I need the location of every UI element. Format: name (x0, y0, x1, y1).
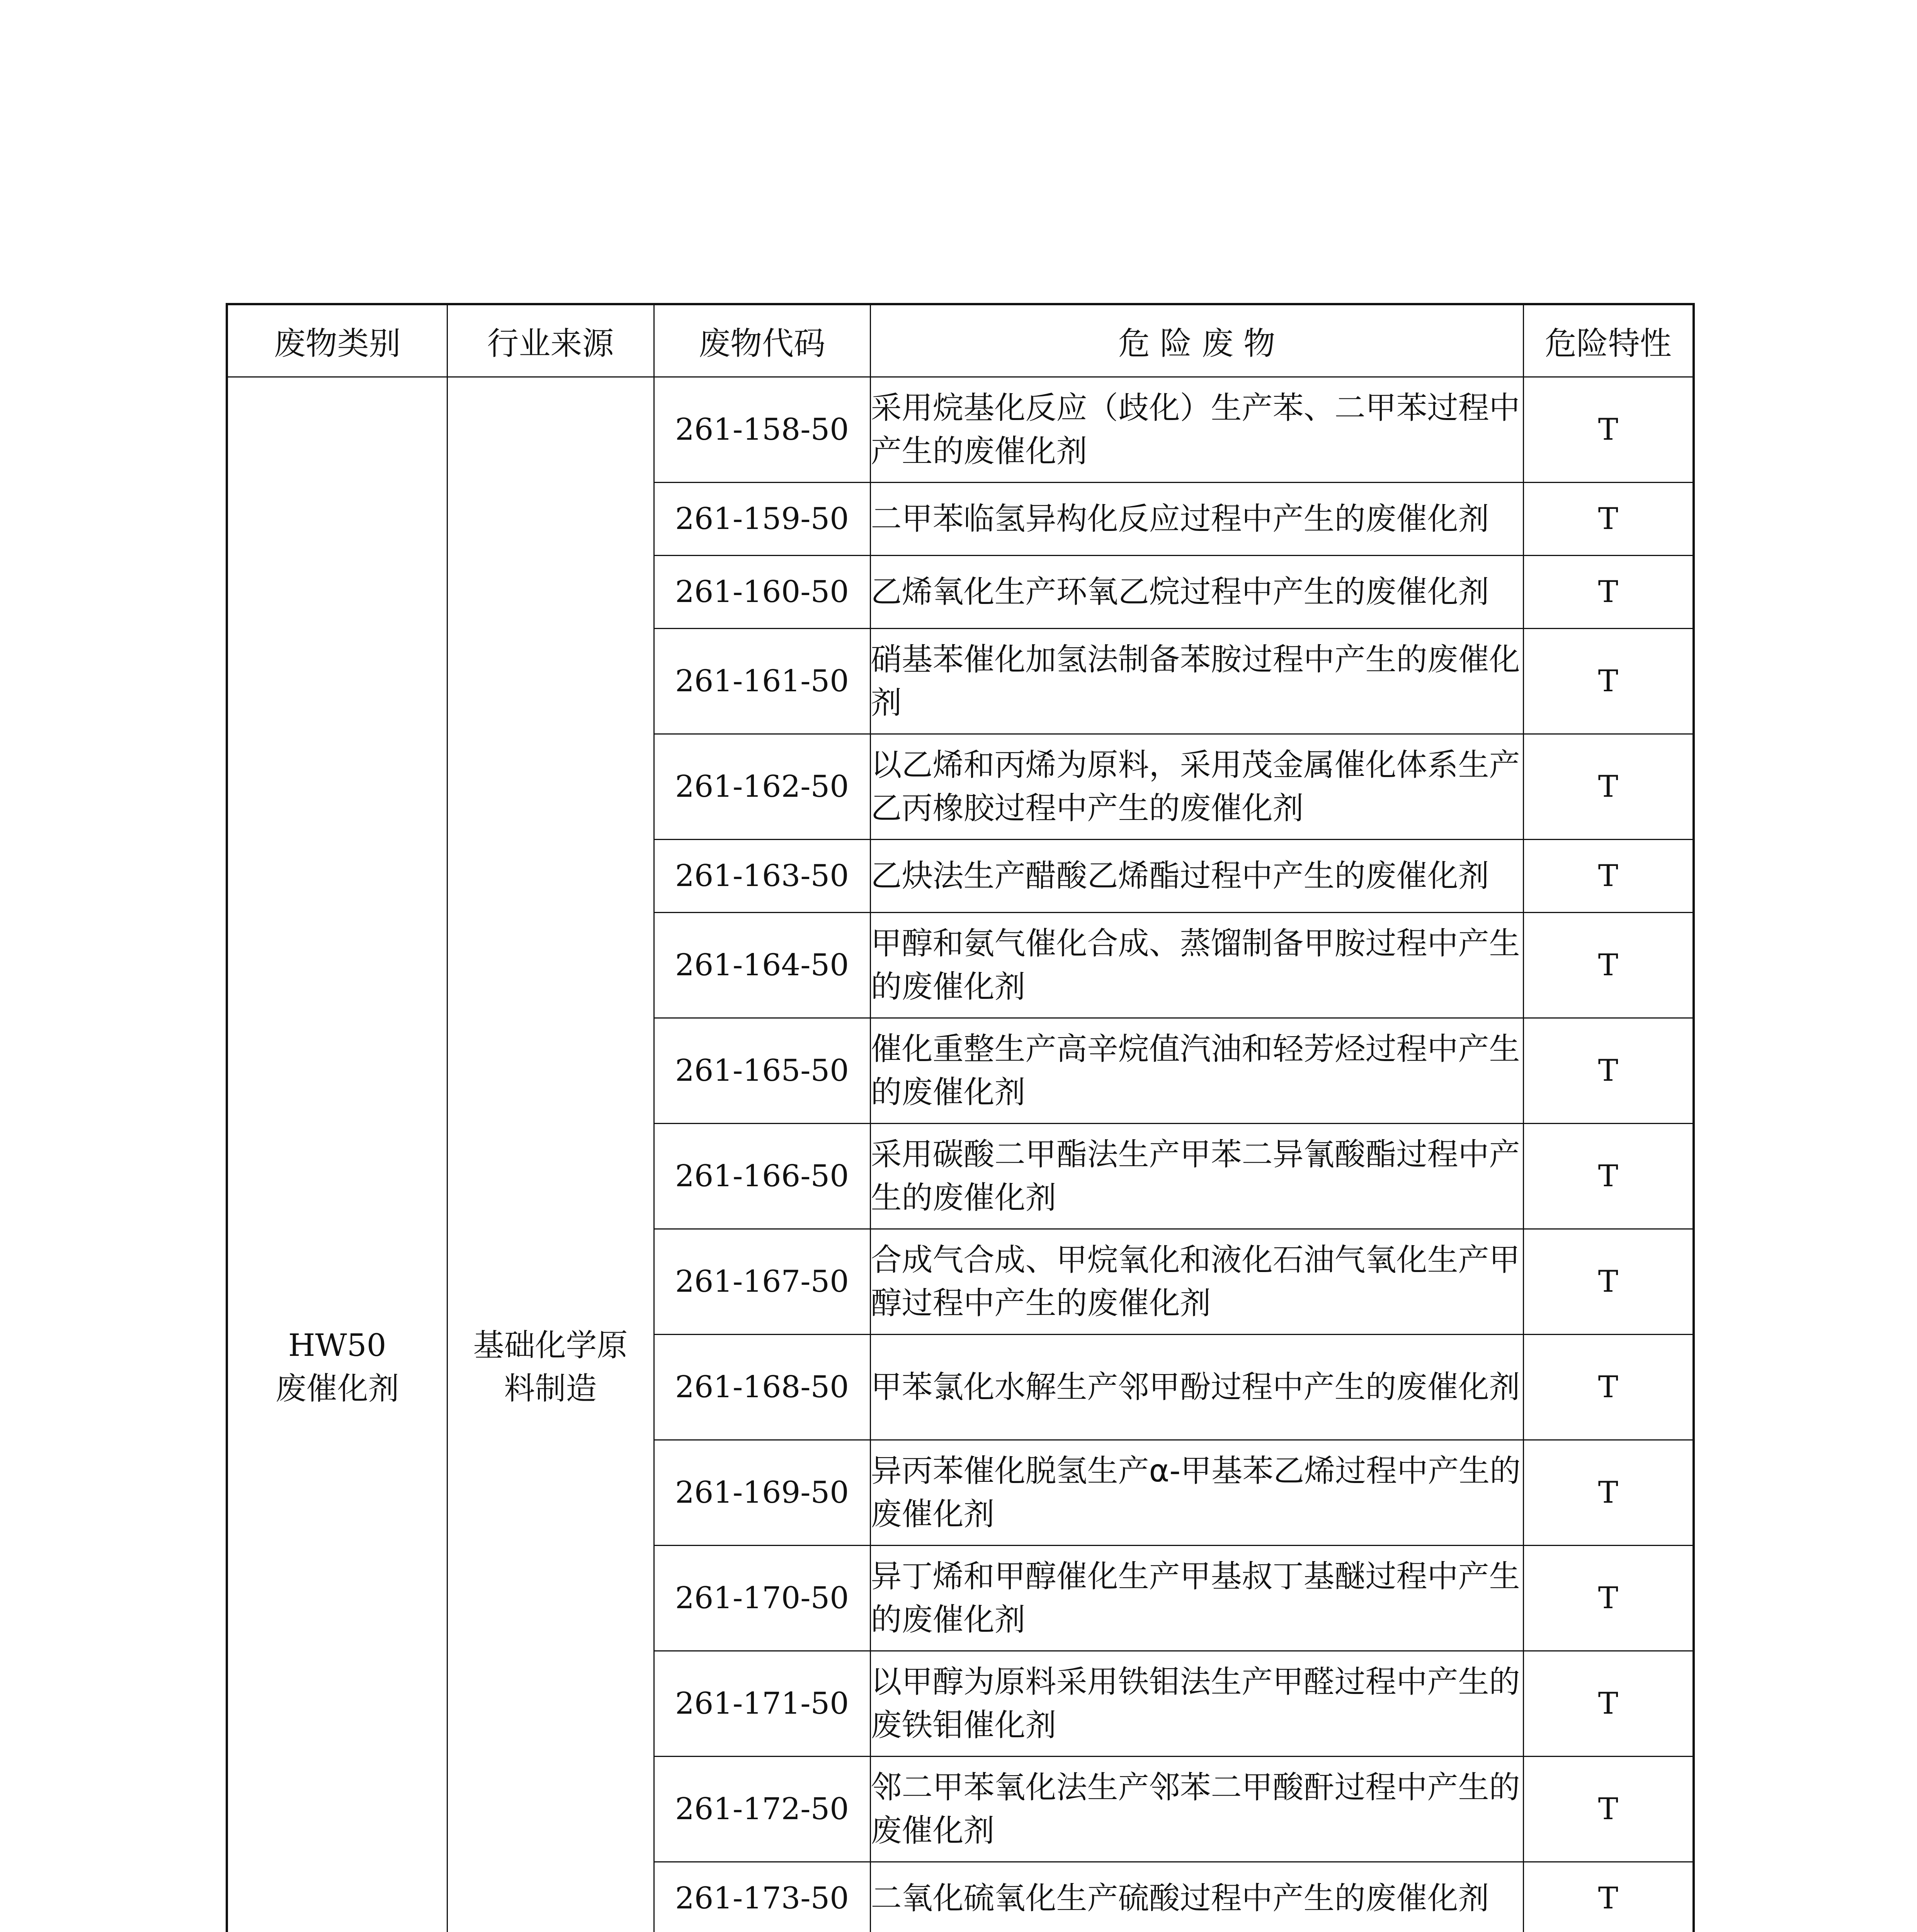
header-hazard-property: 危险特性 (1523, 304, 1694, 377)
waste-description-cell: 合成气合成、甲烷氧化和液化石油气氧化生产甲醇过程中产生的废催化剂 (870, 1229, 1523, 1335)
waste-description-cell: 硝基苯催化加氢法制备苯胺过程中产生的废催化剂 (870, 629, 1523, 734)
waste-category-cell (227, 377, 447, 1932)
waste-code-cell: 261-166-50 (654, 1124, 870, 1229)
waste-description-cell: 二氧化硫氧化生产硫酸过程中产生的废催化剂 (870, 1862, 1523, 1932)
waste-code-cell: 261-163-50 (654, 840, 870, 913)
waste-code-cell: 261-167-50 (654, 1229, 870, 1335)
waste-description-cell: 甲醇和氨气催化合成、蒸馏制备甲胺过程中产生的废催化剂 (870, 913, 1523, 1018)
waste-code-cell: 261-164-50 (654, 913, 870, 1018)
hazard-property-cell: T (1523, 1018, 1694, 1124)
waste-description-cell: 以乙烯和丙烯为原料，采用茂金属催化体系生产乙丙橡胶过程中产生的废催化剂 (870, 734, 1523, 840)
waste-code-cell: 261-168-50 (654, 1335, 870, 1440)
waste-description-cell: 二甲苯临氢异构化反应过程中产生的废催化剂 (870, 483, 1523, 556)
header-industry-source: 行业来源 (447, 304, 654, 377)
waste-code-cell: 261-160-50 (654, 556, 870, 629)
table-row (227, 377, 1694, 483)
header-waste-category: 废物类别 (227, 304, 447, 377)
hazard-property-cell: T (1523, 913, 1694, 1018)
waste-description-cell: 异丁烯和甲醇催化生产甲基叔丁基醚过程中产生的废催化剂 (870, 1546, 1523, 1651)
waste-description-cell: 乙烯氧化生产环氧乙烷过程中产生的废催化剂 (870, 556, 1523, 629)
waste-code-cell: 261-171-50 (654, 1651, 870, 1757)
industry-source-line2: 料制造 (504, 1370, 597, 1406)
waste-description-cell: 异丙苯催化脱氢生产α-甲基苯乙烯过程中产生的废催化剂 (870, 1440, 1523, 1546)
hazard-property-cell: T (1523, 1862, 1694, 1932)
hazard-property-cell: T (1523, 840, 1694, 913)
hazard-property-cell: T (1523, 556, 1694, 629)
hazard-property-cell: T (1523, 629, 1694, 734)
hazard-property-cell: T (1523, 1124, 1694, 1229)
waste-code-cell: 261-172-50 (654, 1757, 870, 1862)
header-hazardous-waste: 危 险 废 物 (870, 304, 1523, 377)
waste-description-cell: 邻二甲苯氧化法生产邻苯二甲酸酐过程中产生的废催化剂 (870, 1757, 1523, 1862)
waste-code-cell: 261-159-50 (654, 483, 870, 556)
hazard-property-cell: T (1523, 1651, 1694, 1757)
category-name: 废催化剂 (275, 1370, 399, 1406)
table-body (227, 377, 1694, 1932)
industry-source-cell (447, 377, 654, 1932)
hazard-property-cell: T (1523, 1546, 1694, 1651)
hazard-property-cell: T (1523, 377, 1694, 483)
waste-description-cell: 以甲醇为原料采用铁钼法生产甲醛过程中产生的废铁钼催化剂 (870, 1651, 1523, 1757)
waste-code-cell: 261-161-50 (654, 629, 870, 734)
hazard-property-cell: T (1523, 734, 1694, 840)
waste-code-cell: 261-165-50 (654, 1018, 870, 1124)
waste-code-cell: 261-173-50 (654, 1862, 870, 1932)
waste-description-cell: 乙炔法生产醋酸乙烯酯过程中产生的废催化剂 (870, 840, 1523, 913)
hazard-property-cell: T (1523, 1335, 1694, 1440)
waste-description-cell: 采用碳酸二甲酯法生产甲苯二异氰酸酯过程中产生的废催化剂 (870, 1124, 1523, 1229)
category-code: HW50 (288, 1327, 386, 1363)
waste-code-cell: 261-169-50 (654, 1440, 870, 1546)
waste-code-cell: 261-162-50 (654, 734, 870, 840)
waste-code-cell: 261-158-50 (654, 377, 870, 483)
hazard-property-cell: T (1523, 483, 1694, 556)
waste-description-cell: 甲苯氯化水解生产邻甲酚过程中产生的废催化剂 (870, 1335, 1523, 1440)
industry-source-line1: 基础化学原 (473, 1327, 628, 1363)
waste-description-cell: 催化重整生产高辛烷值汽油和轻芳烃过程中产生的废催化剂 (870, 1018, 1523, 1124)
waste-description-cell: 采用烷基化反应（歧化）生产苯、二甲苯过程中产生的废催化剂 (870, 377, 1523, 483)
hazard-property-cell: T (1523, 1229, 1694, 1335)
waste-code-cell: 261-170-50 (654, 1546, 870, 1651)
table-header-row (227, 304, 1694, 377)
hazard-property-cell: T (1523, 1440, 1694, 1546)
header-waste-code: 废物代码 (654, 304, 870, 377)
hazard-property-cell: T (1523, 1757, 1694, 1862)
hazardous-waste-table (226, 303, 1695, 1932)
